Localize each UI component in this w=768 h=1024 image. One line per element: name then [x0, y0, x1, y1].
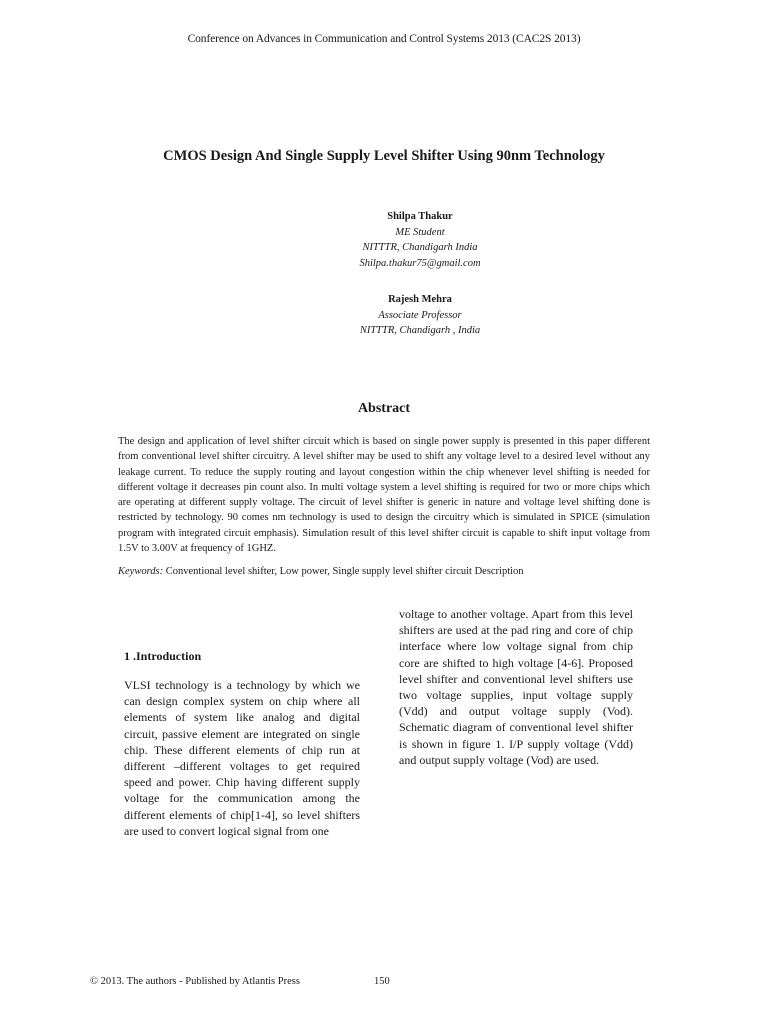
author-role: ME Student — [395, 226, 445, 238]
keywords-label: Keywords: — [118, 566, 164, 577]
page-number: 150 — [374, 976, 390, 987]
author-email: Shilpa.thakur75@gmail.com — [359, 257, 481, 269]
author-affiliation: NITTTR, Chandigarh , India — [359, 325, 481, 336]
author-affiliation: NITTTR, Chandigarh India — [362, 242, 478, 253]
author-role: Associate Professor — [378, 309, 462, 321]
introduction-right-column: voltage to another voltage. Apart from this level shifters are used at the pad ring and core of chip interface where low voltage signal from chip core are shifted to high voltage [4-6]. Proposed level shifter and conventional level shifters use two voltage supplies, input voltage supply (Vdd) and output voltage supply (Vod). Schematic diagram of conventional level shifter is shown in figure 1. I/P supply voltage (Vdd) and output supply voltage (Vod) are used. — [399, 607, 633, 767]
author-name: Shilpa Thakur — [387, 211, 453, 222]
author-name: Rajesh Mehra — [388, 294, 452, 305]
paper-title: CMOS Design And Single Supply Level Shifter Using 90nm Technology — [163, 148, 605, 164]
keywords-line — [118, 565, 650, 579]
conference-header: Conference on Advances in Communication and Control Systems 2013 (CAC2S 2013) — [187, 33, 581, 45]
keywords-text: Conventional level shifter, Low power, Single supply level shifter circuit Description — [165, 566, 524, 577]
introduction-left-column: VLSI technology is a technology by which we can design complex system on chip where all elements of system like analog and digital circuit, passive element are integrated on single chip. These different elements of chip run at different –different voltages to get required speed and power. Chip having different supply voltage for the communication among the different elements of chip[1-4], so level shifters are used to convert logical signal from one — [124, 678, 360, 838]
abstract-heading: Abstract — [357, 401, 411, 416]
introduction-heading: 1 .Introduction — [124, 649, 202, 663]
author-block-1 — [36, 209, 768, 271]
abstract-text: The design and application of level shifter circuit which is based on single power supply is presented in this paper different from conventional level shifter circuitry. A level shifter may be used to shift any voltage level to a desired level without any leakage current. To reduce the supply routing and layout congestion within the chip whenever level shifting is needed for different voltage it decreases pin count also. In multi voltage system a level shifting is required for two or more chips which are operating at different supply voltage. The circuit of level shifter is generic in nature and voltage level shifting done is restricted by technology. 90 comes nm technology is used to design the circuitry which is simulated in SPICE (simulation program with integrated circuit emphasis). Simulation result of this level shifter circuit is capable to shift input voltage from 1.5V to 3.00V at frequency of 1GHZ. — [118, 436, 650, 555]
copyright-footer: © 2013. The authors - Published by Atlantis Press — [90, 976, 300, 987]
author-block-2 — [36, 292, 768, 339]
